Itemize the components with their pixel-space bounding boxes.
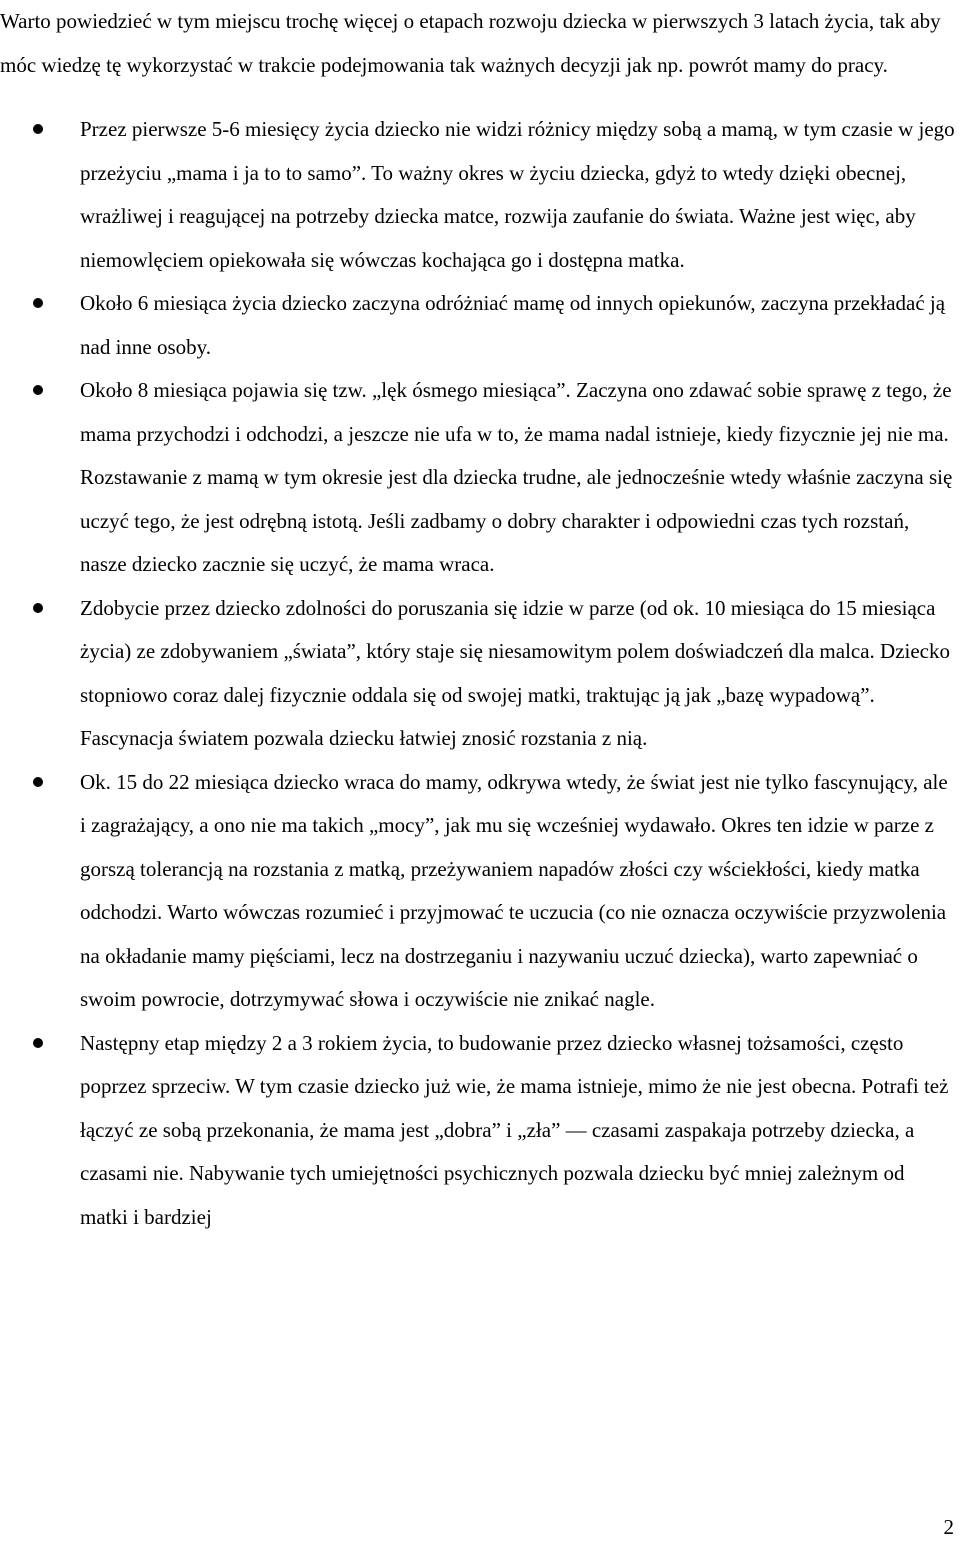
bullet-list bbox=[0, 108, 960, 1239]
list-item-text: Około 6 miesiąca życia dziecko zaczyna odróżniać mamę od innych opiekunów, zaczyna przekładać ją nad inne osoby. bbox=[80, 291, 946, 359]
list-item bbox=[0, 587, 960, 761]
list-item bbox=[0, 761, 960, 1022]
list-item bbox=[0, 282, 960, 369]
bullet-icon bbox=[33, 1038, 43, 1048]
list-item-text: Około 8 miesiąca pojawia się tzw. „lęk ósmego miesiąca”. Zaczyna ono zdawać sobie sprawę z tego, że mama przychodzi i odchodzi, a jeszcze nie ufa w to, że mama nadal istnieje, kiedy fizycznie jej nie ma. Rozstawanie z mamą w tym okresie jest dla dziecka trudne, ale jednocześnie wtedy właśnie zaczyna się uczyć tego, że jest odrębną istotą. Jeśli zadbamy o dobry charakter i odpowiedni czas tych rozstań, nasze dziecko zacznie się uczyć, że mama wraca. bbox=[80, 378, 953, 576]
bullet-icon bbox=[33, 603, 43, 613]
bullet-icon bbox=[33, 385, 43, 395]
page-number: 2 bbox=[943, 1515, 954, 1539]
bullet-icon bbox=[33, 124, 43, 134]
bullet-icon bbox=[33, 298, 43, 308]
list-item-text: Następny etap między 2 a 3 rokiem życia, to budowanie przez dziecko własnej tożsamości, często poprzez sprzeciw. W tym czasie dziecko już wie, że mama istnieje, mimo że nie jest obecna. Potrafi też łączyć ze sobą przekonania, że mama jest „dobra” i „zła” — czasami zaspakaja potrzeby dziecka, a czasami nie. Nabywanie tych umiejętności psychicznych pozwala dziecku być mniej zależnym od matki i bardziej bbox=[80, 1030, 949, 1229]
list-item bbox=[0, 369, 960, 587]
intro-paragraph: Warto powiedzieć w tym miejscu trochę więcej o etapach rozwoju dziecka w pierwszych 3 latach życia, tak aby móc wiedzę tę wykorzystać w trakcie podejmowania tak ważnych decyzji jak np. powrót mamy do pracy. bbox=[0, 9, 941, 77]
bullet-icon bbox=[33, 777, 43, 787]
list-item bbox=[0, 108, 960, 282]
list-item-text: Zdobycie przez dziecko zdolności do poruszania się idzie w parze (od ok. 10 miesiąca do 15 miesiąca życia) ze zdobywaniem „świata”, który staje się niesamowitym polem doświadczeń dla malca. Dziecko stopniowo coraz dalej fizycznie oddala się od swojej matki, traktując ją jak „bazę wypadową”. Fascynacja światem pozwala dziecku łatwiej znosić rozstania z nią. bbox=[80, 595, 951, 750]
list-item-text: Przez pierwsze 5-6 miesięcy życia dziecko nie widzi różnicy między sobą a mamą, w tym czasie w jego przeżyciu „mama i ja to to samo”. To ważny okres w życiu dziecka, gdyż to wtedy dzięki obecnej, wrażliwej i reagującej na potrzeby dziecka matce, rozwija zaufanie do świata. Ważne jest więc, aby niemowlęciem opiekowała się wówczas kochająca go i dostępna matka. bbox=[80, 117, 955, 272]
list-item bbox=[0, 1022, 960, 1240]
list-item-text: Ok. 15 do 22 miesiąca dziecko wraca do mamy, odkrywa wtedy, że świat jest nie tylko fascynujący, ale i zagrażający, a ono nie ma takich „mocy”, jak mu się wcześniej wydawało. Okres ten idzie w parze z gorszą tolerancją na rozstania z matką, przeżywaniem napadów złości czy wściekłości, kiedy matka odchodzi. Warto wówczas rozumieć i przyjmować te uczucia (co nie oznacza oczywiście przyzwolenia na okładanie mamy pięściami, lecz na dostrzeganiu i nazywaniu uczuć dziecka), warto zapewniać o swoim powrocie, dotrzymywać słowa i oczywiście nie znikać nagle. bbox=[80, 769, 948, 1011]
